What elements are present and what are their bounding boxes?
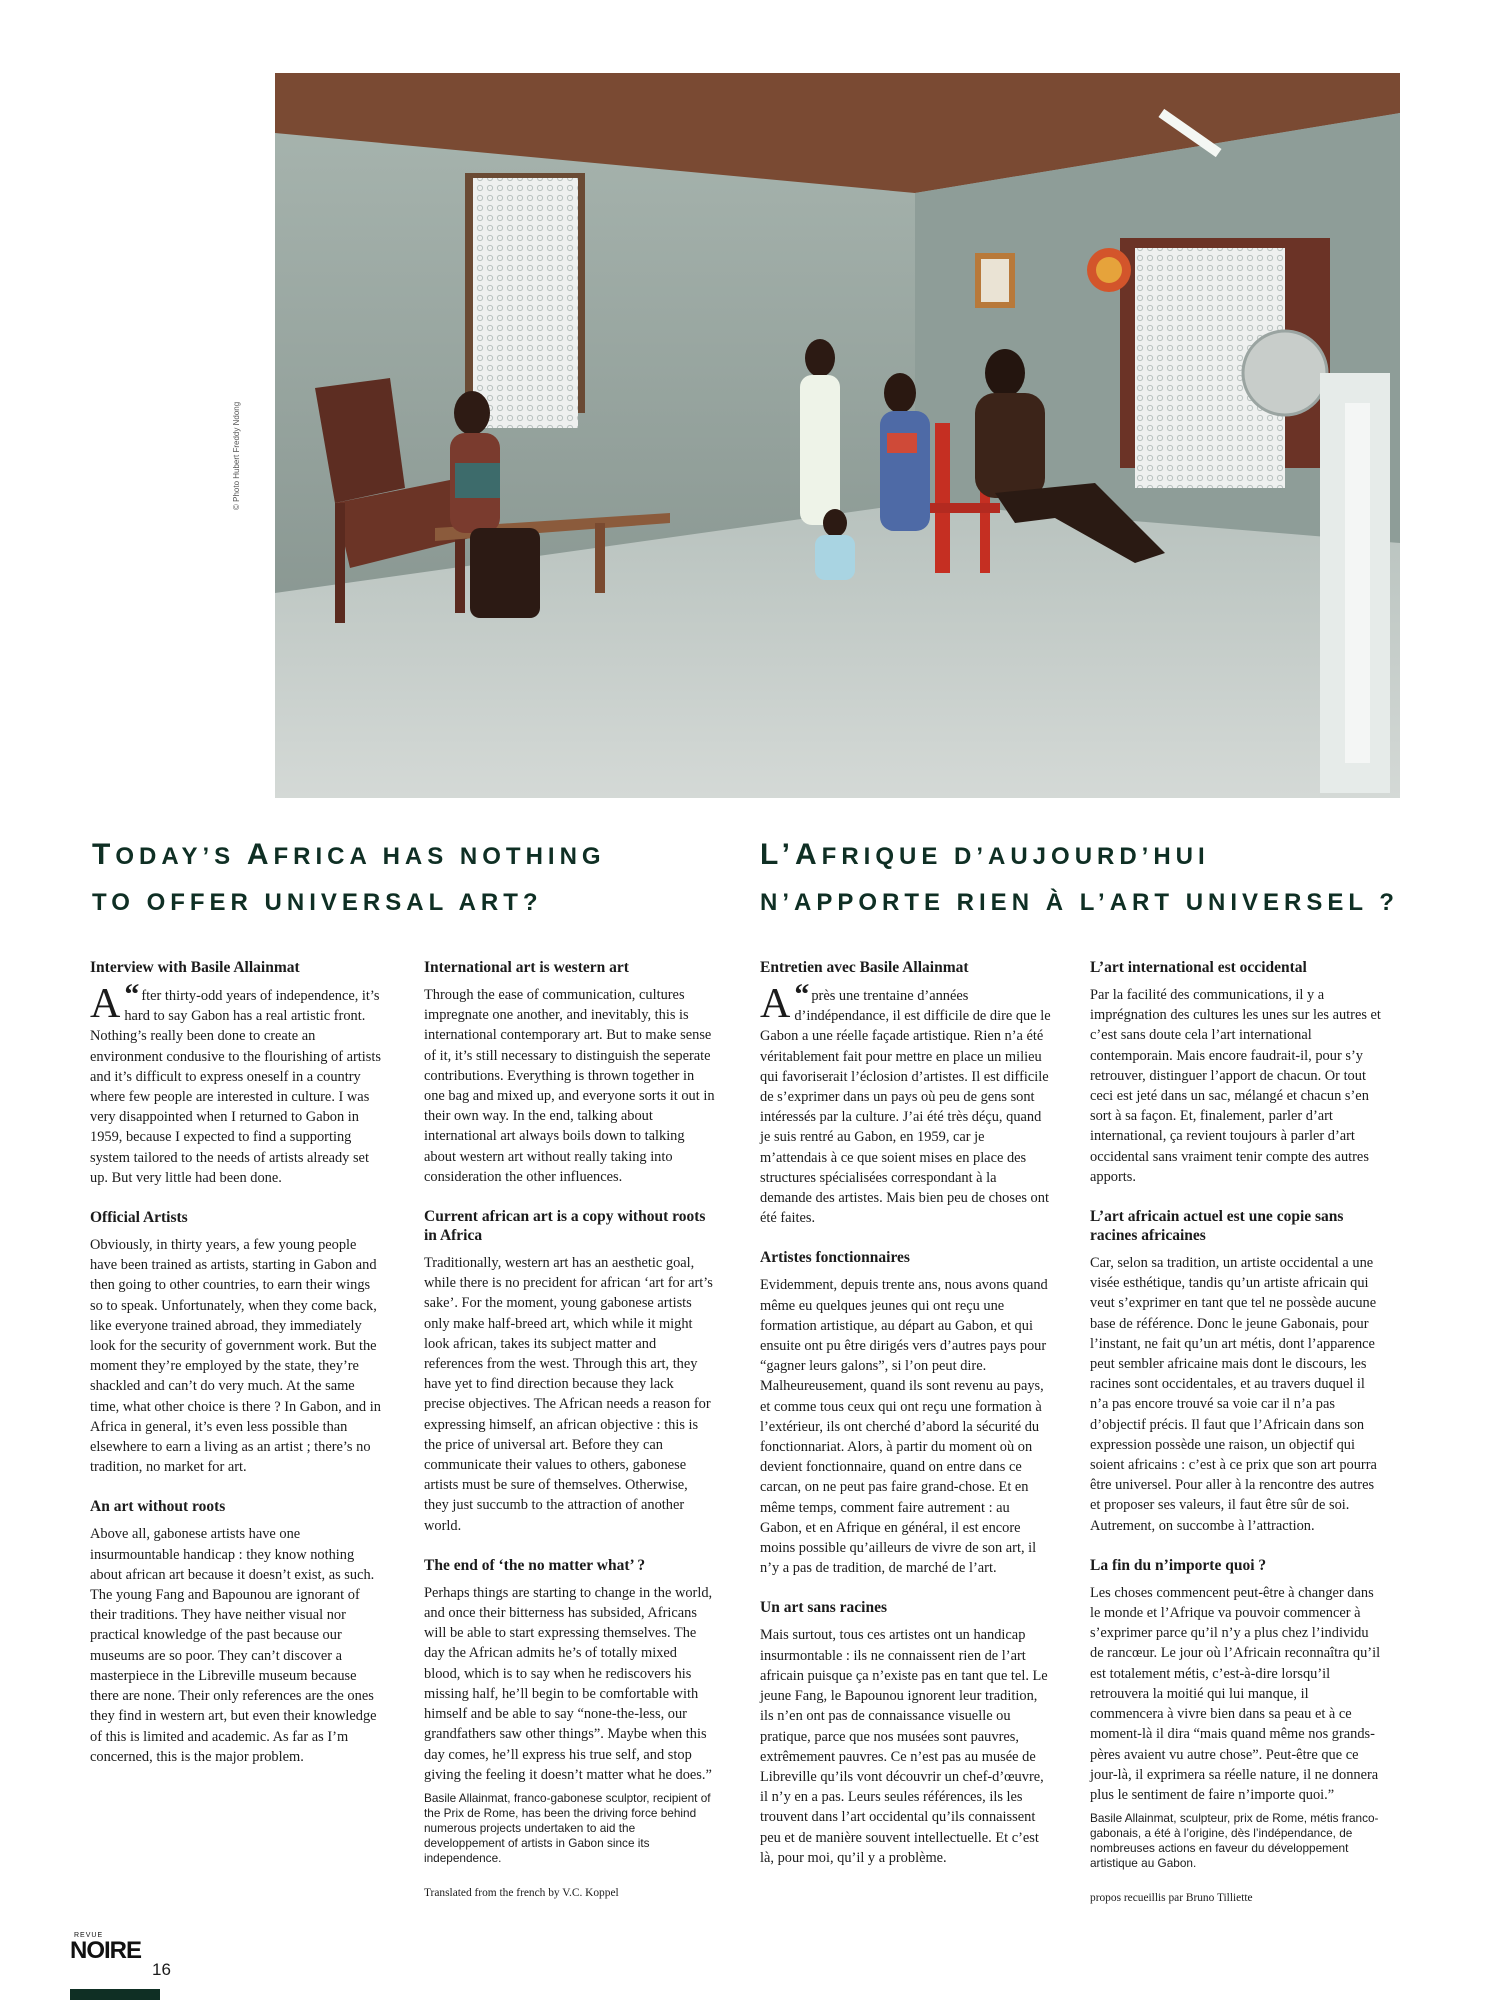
author-bio-english: Basile Allainmat, franco-gabonese sculptor, recipient of the Prix de Rome, has been the driving force behind numerous projects undertaken to aid the developpement of artists in Gabon since its independence. [424, 1790, 711, 1865]
footer-bar [70, 1989, 160, 2000]
section-heading-official-artists: Official Artists [90, 1209, 188, 1227]
column-english-1 [90, 958, 382, 1787]
section-heading-art-without-roots: An art without roots [90, 1498, 226, 1516]
intro-paragraph: “ A fter thirty-odd years of independence, it’s hard to say Gabon has a real artistic front. Nothing’s really been done to create an environment condusive to the flourishing of artists and it’s difficult to express oneself in a country where few people are interested in culture. I was very disappointed when I returned to Gabon in 1959, because I expected to find a supporting system tailored to the needs of artists already set up. But very little had been done. [90, 978, 381, 1186]
headline-french-line-2: N’APPORTE RIEN À L’ART UNIVERSEL ? [760, 889, 1399, 916]
paragraph-copy-without-roots: Traditionally, western art has an aesthetic goal, while there is no precident for african ‘art for art’s sake’. For the moment, young gabonese artists only make half-breed art, which while it might look african, takes its subject matter and references from the west. Through this art, they have yet to find direction because they lack precise objectives. The African needs a reason for expressing himself, an african objective : this is the price of universal art. Before they can communicate their values to others, gabonese artists must be sure of themselves. Otherwise, they just succumb to the attraction of another world. [424, 1255, 713, 1534]
headline-english-line-1: TODAY’S AFRICA HAS NOTHING [92, 838, 606, 871]
section-heading-art-sans-racines: Un art sans racines [760, 1599, 888, 1617]
headline-french-line-1: L’AFRIQUE D’AUJOURD’HUI [760, 838, 1210, 871]
paragraph-art-sans-racines: Mais surtout, tous ces artistes ont un handicap insurmontable : ils ne connaissent rien de l’art africain puisque ça n’existe pas en tant que tel. Le jeune Fang, le Bapounou ignorent leur tradition, ils n’en ont pas de connaissance visuelle ou pratique, parce que nos musées sont pauvres, extrêmement pauvres. Ce n’est pas au musée de Libreville qu’ils vont découvrir un chef-d’œuvre, il n’y en a pas. Leurs seules références, ils les trouvent dans l’art occidental qu’ils connaissent peu et de manière souvent intellectuelle. Et c’est là, pour moi, qu’il y a problème. [760, 1627, 1048, 1866]
paragraph-fin-importe-quoi: Les choses commencent peut-être à changer dans le monde et l’Afrique va pouvoir commencer à s’exprimer parce qu’il n’y a plus chez l’individu de rancœur. Le jour où l’Africain reconnaîtra qu’il est totalement métis, c’est-à-dire lorsqu’il retrouvera la moitié qui lui manque, il commencera à vivre bien dans sa peau et à ce moment-là il dira “mais quand même nos grands-pères avaient vu autre chose”. Peut-être que ce jour-là, il exprimera sa réelle nature, il ne donnera plus le sentiment de faire n’importe quoi.” [1090, 1584, 1381, 1803]
section-heading-artistes-fonctionnaires: Artistes fonctionnaires [760, 1249, 910, 1267]
section-heading-international-art: International art is western art [424, 959, 629, 976]
author-bio-french: Basile Allainmat, sculpteur, prix de Rome, métis franco-gabonais, a été à l’origine, dès l’indépendance, de nombreuses actions en faveur du développement artistique au Gabon. [1090, 1811, 1379, 1871]
paragraph-official-artists: Obviously, in thirty years, a few young people have been trained as artists, starting in Gabon and then going to other countries, to earn their wings so to speak. Unfortunately, when they come back, like everyone trained abroad, they immediately look for the security of government work. But the moment they’re employed by the state, they’re shackled and can’t do very much. At the same time, what other choice is there ? In Gabon, and in Africa in general, it’s even less possible than elsewhere to earn a living as an artist ; there’s no tradition, no market for art. [90, 1237, 381, 1476]
paragraph-artistes-fonctionnaires: Evidemment, depuis trente ans, nous avons quand même eu quelques jeunes qui ont reçu une formation artistique, au départ au Gabon, et qui ensuite ont pu être dirigés vers d’autres pays pour “gagner leurs galons”, si l’on peut dire. Malheureusement, quand ils sont revenu au pays, et comme tous ceux qui ont reçu une formation à l’extérieur, ils ont cherché d’abord la sécurité du fonctionnariat. Alors, à partir du moment où on devient fonctionnaire, quand on entre dans ce carcan, on ne peut pas faire grand-chose. Et en même temps, comment faire autrement : au Gabon, et en Afrique en général, il est encore moins possible qu’ailleurs de vivre de son art, il n’y a pas de tradition, de marché de l’art. [760, 1277, 1048, 1577]
section-heading-copy-without-roots: Current african art is a copy without roots in Africa [424, 1208, 706, 1245]
paragraph-art-international: Par la facilité des communications, il y a imprégnation des cultures les unes sur les autres et c’est sans doute cela l’art international contemporain. Mais encore faudrait-il, pour s’y retrouver, distinguer l’apport de chacun. Or tout ceci est jeté dans un sac, mélangé et chacun s’en sort à sa façon. Et, finalement, parler d’art international, ça revient toujours à parler d’art occidental sans vraiment tenir compte des autres apports. [1090, 987, 1381, 1185]
drop-cap: A [90, 981, 121, 1027]
section-heading-fin-importe-quoi: La fin du n’importe quoi ? [1090, 1556, 1267, 1574]
paragraph-no-matter-what: Perhaps things are starting to change in the world, and once their bitterness has subsided, Africans will be able to start expressing themselves. The day the African admits he’s of totally mixed blood, which is to say when he rediscovers his missing half, he’ll begin to be comfortable with himself and be able to say “none-the-less, our grandfathers saw other things”. Maybe when this day comes, he’ll express his true self, and stop giving the feeling it doesn’t matter what he does.” [424, 1584, 713, 1783]
photo-image [275, 73, 1400, 798]
column-french-2 [1090, 958, 1382, 1926]
photo-room-interior [275, 73, 1400, 798]
headline-english [92, 832, 606, 926]
interview-credit: propos recueillis par Bruno Tilliette [1090, 1892, 1253, 1905]
column-english-2 [424, 958, 716, 1921]
revue-noire-logo: REVUE NOIRE [70, 1932, 142, 1964]
paragraph-copie-sans-racines: Car, selon sa tradition, un artiste occidental a une visée esthétique, tandis qu’un artiste africain qui veut s’exprimer en tant que tel ne possède aucune base de référence. Donc le jeune Gabonais, pour l’instant, ne fait qu’un art métis, dont l’apparence peut sembler africaine mais dont le discours, les racines sont occidentales, et au travers duquel il n’a pas encore trouvé sa voie car il n’a pas d’objectif précis. Il faut que l’Africain dans son expression possède une raison, un objectif qui soient africains : c’est à ce prix que son art pourra être universel. Pour aller à la rencontre des autres et proposer ses valeurs, il faut être sûr de soi. Autrement, on succombe à l’attraction. [1090, 1255, 1377, 1534]
paragraph-international-art: Through the ease of communication, cultures impregnate one another, and inevitably, this is international contemporary art. But to make sense of it, it’s still necessary to distinguish the seperate contributions. Everything is thrown together in one bag and mixed up, and everyone sorts it out in their own way. In the end, talking about international art always boils down to talking about western art without really taking into consideration the other influences. [424, 987, 715, 1185]
photo-credit: © Photo Hubert Freddy Ndong [232, 401, 241, 510]
section-heading-no-matter-what: The end of ‘the no matter what’ ? [424, 1556, 646, 1574]
paragraph-art-without-roots: Above all, gabonese artists have one insurmountable handicap : they know nothing about african art because it doesn’t exist, as such. The young Fang and Bapounou are ignorant of their traditions. They have neither visual nor practical knowledge of the past because our museums are so poor. They can’t discover a masterpiece in the Libreville museum because there are none. Their only references are the ones they find in western art, but even their knowledge of this is limited and academic. As far as I’m concerned, this is the major problem. [90, 1526, 377, 1765]
intro-paragraph-french: “ A près une trentaine d’années d’indépendance, il est difficile de dire que le Gabon a une réelle façade artistique. Rien n’a été véritablement fait pour mettre en place un milieu qui favoriserait l’éclosion d’artistes. Il est difficile de s’exprimer dans un pays où peu de gens sont intéressés par la culture. J’ai été très déçu, quand je suis rentré au Gabon, en 1959, car je m’attendais à ce que soient mises en place des structures spécialisées correspondant à la demande des artistes. Mais bien peu de choses ont été faites. [760, 978, 1051, 1227]
section-heading-copie-sans-racines: L’art africain actuel est une copie sans racines africaines [1090, 1208, 1344, 1245]
headline-english-line-2: TO OFFER UNIVERSAL ART? [92, 889, 543, 916]
drop-cap-french: A [760, 981, 791, 1027]
headline-french [760, 832, 1399, 926]
entretien-heading: Entretien avec Basile Allainmat [760, 959, 969, 976]
page-number: 16 [152, 1960, 171, 1979]
section-heading-art-international: L’art international est occidental [1090, 959, 1307, 976]
column-french-1 [760, 958, 1052, 1888]
translation-credit: Translated from the french by V.C. Koppel [424, 1886, 619, 1899]
interview-heading: Interview with Basile Allainmat [90, 959, 300, 976]
